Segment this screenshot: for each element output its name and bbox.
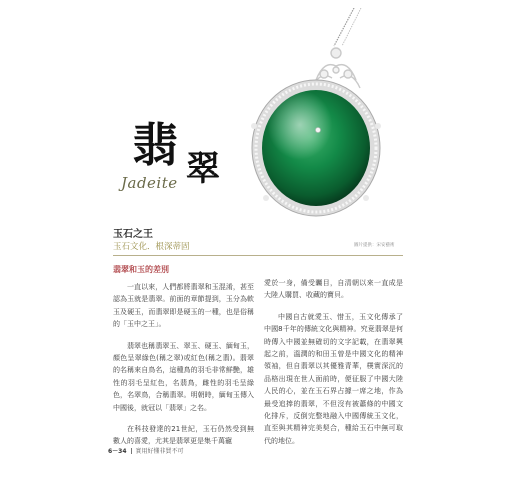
paragraph: 一直以來，人們都將翡翠和玉混淆，甚至認為玉就是翡翠。前面的章節提到，玉分為軟玉及硬玉，而翡翠即是硬玉的一種，也是俗稱的「玉中之王」。 [113,283,254,329]
paragraph: 翡翠也稱翡翠玉、翠玉、硬玉、緬甸玉，顏色呈翠綠色(稱之翠)或紅色(稱之翡)。翡翠的名稱來自鳥名，這種鳥的羽毛非常鮮艷，雄性的羽毛呈紅色，名翡鳥，雌性的羽毛呈綠色，名翠鳥，合稱翡翠。明朝時，緬甸玉傳入中國後，就冠以「翡翠」之名。 [113,341,254,412]
book-title: 實用好懂非買不可 [135,448,184,455]
title-char-cui: 翠 [186,149,220,189]
jade-pendant-photo [236,8,396,233]
body-column-right [264,277,403,456]
sub-heading: 翡翠和玉的差別 [113,265,169,274]
section-subtitle: 玉石文化．根深蒂固 [113,242,190,252]
title-char-fei: 翡 [132,118,178,172]
page-number: 6－34 [108,448,127,455]
photo-credit: 圖片提供：宋安藝術 [354,243,395,248]
chain [334,8,354,46]
title-latin: Jadeite [121,174,178,192]
paragraph: 愛於一身，備受矚目，自清朝以來一直成是大陸人購買、收藏的寶貝。 [264,279,403,300]
section-divider [113,255,403,256]
footer-separator [131,448,132,454]
page-footer [108,448,184,455]
section-title: 玉石之王 [113,229,153,240]
body-column-left [113,281,254,457]
paragraph: 在科技發達的21世紀，玉石仍然受到無數人的喜愛，尤其是翡翠更是集千萬寵 [113,425,254,446]
paragraph: 中國自古就愛玉、惜玉，玉文化傳承了中國8千年的傳統文化與精神。究竟翡翠是何時傳入中國並無確切的文字記載，在翡翠興起之前，溫潤的和田玉曾是中國文化的精神領袖，但自翡翠以其優雅青華，樸實深沉的品格出現在世人面前時，便征服了中國大陸人民的心，並在玉石界占據一席之地，作為最受追捧的翡翠，不但沒有被蕭條的中國文化排斥，反倒完整地融入中國傳統玉文化，直至與其精神完美契合，種給玉石中無可取代的地位。 [264,312,403,445]
